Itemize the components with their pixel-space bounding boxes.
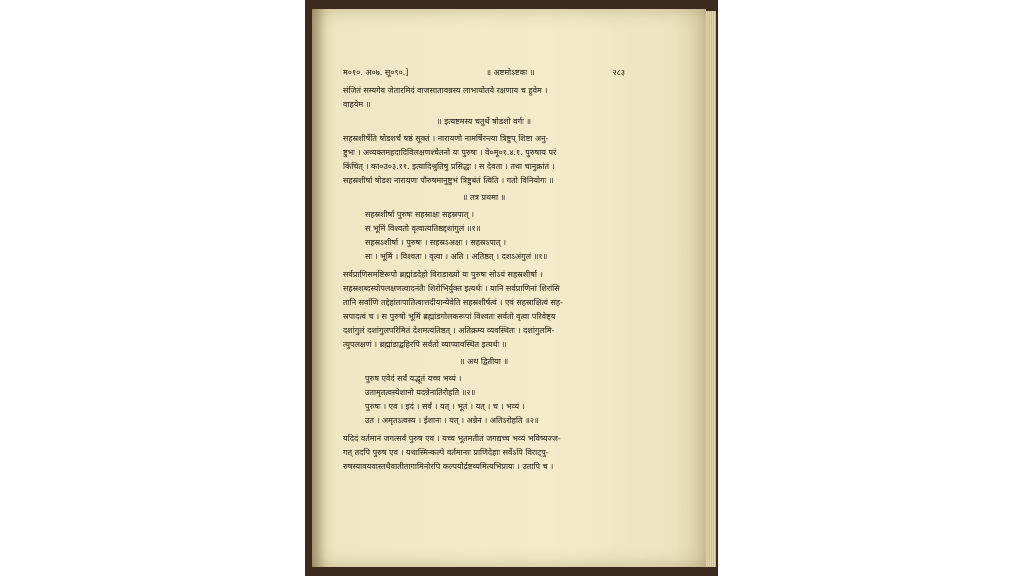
verse-1 — [343, 208, 625, 264]
text-line: तानि सर्वाणि तद्देहांतःपातित्वात्तदीयान्येवेति सहस्रशीर्षत्वं । एवं सहस्राक्षित्वं सह- — [343, 298, 563, 307]
text-line: संजितं सम्यगेव जेतारमिदं वाजसातावन्नस्य लाभायोतये रक्षणाय च हुवेम । — [343, 86, 548, 95]
page-number: २८३ — [612, 68, 625, 77]
text-line: त्युपलक्षणं । ब्रह्मांडाद्बहिरपि सर्वतो व्याप्यावस्थित इत्यर्थः ॥ — [343, 340, 507, 349]
text-line: सहस्रशब्दस्योपलक्षणत्वादनंतैः शिरोभिर्युक्त इत्यर्थः । यानि सर्वप्राणिनां शिरांसि — [343, 284, 560, 293]
text-line: यदिदं वर्तमानं जगत्सर्वं पुरुष एव । यच्च भूतमतीतं जगद्यच्च भव्यं भविष्यज्ज- — [343, 434, 561, 443]
paragraph-3 — [343, 268, 625, 352]
verse-line: स भूमिं विश्वतो वृत्वात्यतिष्ठद्दशांगुलं ॥१॥ — [365, 224, 481, 233]
text-line: स्रपादत्वं च । स पुरुषो भूमिं ब्रह्मांडगोलकरूपां विश्वतः सर्वतो वृत्वा परिवेष्ट्य — [343, 312, 556, 321]
section-heading-2: ॥ अथ द्वितीया ॥ — [459, 357, 509, 366]
page-text — [343, 66, 625, 474]
paragraph-2 — [343, 132, 625, 188]
text-line: सहस्रशीर्षा षोडश नारायणः पौरुषमानुष्टुभं त्रिष्टुबंतं त्विति । गतो विनियोगः ॥ — [343, 176, 554, 185]
verse-line: सः । भूमिं । विश्वतः । वृत्वा । अति । अतिष्ठत् । दशऽअंगुलं ॥१॥ — [365, 252, 548, 261]
text-line: वाहयेम ॥ — [343, 100, 371, 109]
text-line: दशांगुलं दशांगुलपरिमितं देशमत्यतिष्ठत् । अतिक्रम्य व्यवस्थितः । दशांगुलमि- — [343, 326, 555, 335]
varga-heading: ॥ इत्यष्टमस्य चतुर्थे षोडशो वर्गः ॥ — [436, 117, 532, 126]
text-line: सहस्रशीर्षेति षोडशर्चं षष्ठं सूक्तं । नारायणो नामर्षिरन्त्या त्रिष्टुप् शिष्टा अनु- — [343, 134, 549, 143]
spine-shadow — [312, 9, 326, 567]
running-header — [343, 66, 625, 80]
verse-line: उतामृतत्वस्येशानो यदन्नेनातिरोहति ॥२॥ — [365, 388, 476, 397]
verse-line: पुरुष एवेदं सर्वं यद्भूतं यच्च भव्यं । — [365, 374, 462, 383]
paragraph-4 — [343, 432, 625, 474]
page-edges — [706, 11, 716, 567]
header-reference: म०१०. अ०७. सू०९०.] — [343, 68, 409, 77]
verse-line: उत । अमृतऽत्वस्य । ईशानः । यत् । अन्नेन । अतिऽरोहति ॥२॥ — [365, 416, 539, 425]
text-line: किंचित् । का०उ०३.११. इत्यादिश्रुतिषु प्रसिद्धः । स देवता । तथा चानुक्रांतं । — [343, 162, 555, 171]
text-line: सर्वप्राणिसमष्टिरूपो ब्रह्मांडदेहो विराडाख्यो यः पुरुषः सोऽयं सहस्रशीर्षा । — [343, 270, 543, 279]
header-title: ॥ अष्टमोऽष्टकः ॥ — [486, 68, 535, 77]
verse-line: सहस्रऽशीर्षा । पुरुषः । सहस्रऽअक्षः । सहस्रऽपात् । — [365, 238, 506, 247]
verse-2 — [343, 372, 625, 428]
section-heading-1: ॥ तत्र प्रथमा ॥ — [462, 193, 506, 202]
paragraph-1 — [343, 84, 625, 112]
text-line: ष्टुभः । अव्यक्तमहदादिविलक्षणश्चेतनो यः पुरुषः । वे०मू०१.४.१. पुरुषाय परं — [343, 148, 557, 157]
text-line: गत् तदपि पुरुष एव । यथास्मिन्कल्पे वर्तमानाः प्राणिदेहाः सर्वेऽपि विराट्पु- — [343, 448, 549, 457]
verse-line: पुरुषः । एव । इदं । सर्वं । यत् । भूतं । यत् । च । भव्यं । — [365, 402, 525, 411]
text-line: रुषस्यावयवास्तथैवातीतागामिनोरपि कल्पयोर्द्रष्टव्यमित्यभिप्रायः । उतापि च । — [343, 462, 554, 471]
verse-line: सहस्रशीर्षा पुरुषः सहस्राक्षः सहस्रपात् । — [365, 210, 475, 219]
